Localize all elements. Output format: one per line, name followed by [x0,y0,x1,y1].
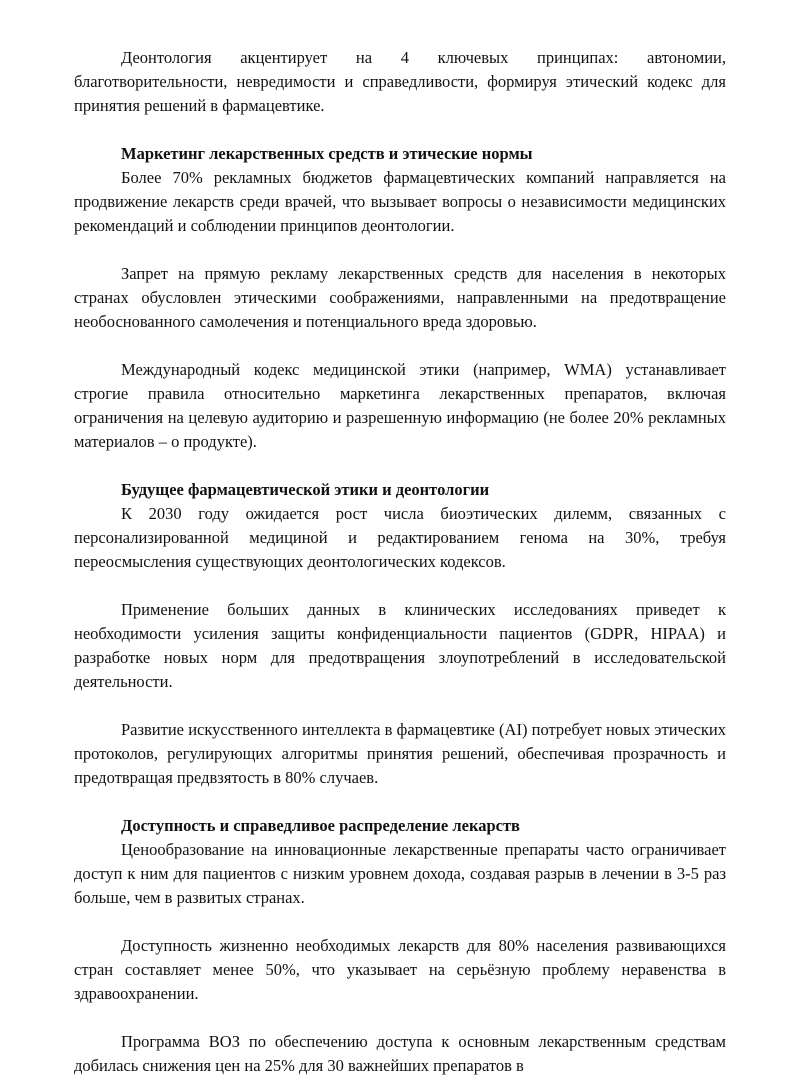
paragraph-who-program: Программа ВОЗ по обеспечению доступа к основным лекарственным средствам добилась снижения цен на 25% для 30 важнейших препаратов в [74,1032,726,1075]
paragraph-big-data: Применение больших данных в клинических исследованиях приведет к необходимости усиления защиты конфиденциальности пациентов (GDPR, HIPAA) и разработке новых норм для предотвращения злоупотреблений в исследовательской деятельности. [74,600,726,691]
heading-future-ethics: Будущее фармацевтической этики и деонтологии [121,480,490,499]
paragraph-ai-protocols: Развитие искусственного интеллекта в фармацевтике (AI) потребует новых этических протоколов, регулирующих алгоритмы принятия решений, обеспечивая прозрачность и предотвращая предвзятость в 80% случаев. [74,720,726,787]
paragraph-deontology-principles: Деонтология акцентирует на 4 ключевых принципах: автономии, благотворительности, невредимости и справедливости, формируя этический кодекс для принятия решений в фармацевтике. [74,48,726,115]
paragraph-wma-code: Международный кодекс медицинской этики (например, WMA) устанавливает строгие правила относительно маркетинга лекарственных препаратов, включая ограничения на целевую аудиторию и разрешенную информацию (не более 20% рекламных материалов – о продукте). [74,360,726,451]
paragraph-bioethical-dilemmas: К 2030 году ожидается рост числа биоэтических дилемм, связанных с персонализированной медициной и редактированием генома на 30%, требуя переосмысления существующих деонтологических кодексов. [74,504,726,571]
heading-marketing-ethics: Маркетинг лекарственных средств и этические нормы [121,144,533,163]
paragraph-advertising-ban: Запрет на прямую рекламу лекарственных средств для населения в некоторых странах обусловлен этическими соображениями, направленными на предотвращение необоснованного самолечения и потенциального вреда здоровью. [74,264,726,331]
paragraph-advertising-budgets: Более 70% рекламных бюджетов фармацевтических компаний направляется на продвижение лекарств среди врачей, что вызывает вопросы о независимости медицинских рекомендаций и соблюдении принципов деонтологии. [74,168,726,235]
document-page [74,46,726,1078]
paragraph-pricing: Ценообразование на инновационные лекарственные препараты часто ограничивает доступ к ним для пациентов с низким уровнем дохода, создавая разрыв в лечении в 3-5 раз больше, чем в развитых странах. [74,840,726,907]
heading-drug-access: Доступность и справедливое распределение лекарств [121,816,520,835]
paragraph-availability: Доступность жизненно необходимых лекарств для 80% населения развивающихся стран составляет менее 50%, что указывает на серьёзную проблему неравенства в здравоохранении. [74,936,726,1003]
